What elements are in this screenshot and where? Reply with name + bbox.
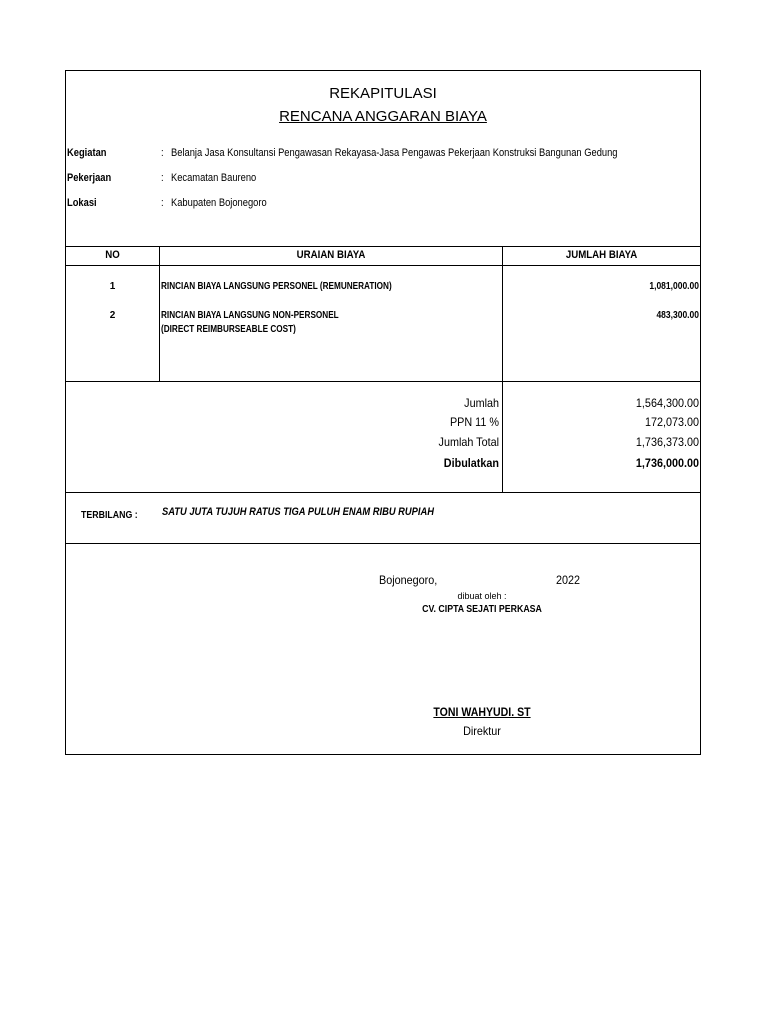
made-by-label: dibuat oleh :: [457, 591, 507, 601]
table-row-2-description-line2: (DIRECT REIMBURSEABLE COST): [161, 324, 296, 335]
table-row-1-description: RINCIAN BIAYA LANGSUNG PERSONEL (REMUNERATION): [161, 281, 392, 292]
table-header-no: NO: [105, 249, 120, 261]
terbilang-bottom-border: [66, 543, 700, 544]
column-divider: [502, 246, 503, 492]
table-header-border: [66, 265, 700, 266]
info-separator: :: [161, 172, 164, 184]
document-subtitle: RENCANA ANGGARAN BIAYA: [279, 108, 487, 125]
table-header-description: URAIAN BIAYA: [296, 249, 366, 261]
budget-recap-sheet: [65, 70, 701, 755]
info-separator: :: [161, 147, 164, 159]
table-row-2-no: 2: [109, 310, 116, 321]
column-divider: [159, 246, 160, 381]
table-row-2-amount: 483,300.00: [656, 310, 699, 321]
summary-ppn-label: PPN 11 %: [449, 415, 499, 429]
company-name: CV. CIPTA SEJATI PERKASA: [422, 604, 542, 615]
table-bottom-border: [66, 381, 700, 382]
info-value-pekerjaan: Kecamatan Baureno: [171, 172, 257, 184]
summary-rounded-label: Dibulatkan: [443, 456, 499, 470]
info-separator: :: [161, 197, 164, 209]
terbilang-label: TERBILANG :: [81, 510, 138, 521]
summary-jumlah-value: 1,564,300.00: [635, 396, 699, 410]
info-label-lokasi: Lokasi: [67, 197, 97, 209]
info-label-pekerjaan: Pekerjaan: [67, 172, 112, 184]
info-label-kegiatan: Kegiatan: [67, 147, 107, 159]
summary-rounded-value: 1,736,000.00: [635, 456, 699, 470]
summary-total-label: Jumlah Total: [438, 435, 499, 449]
info-value-lokasi: Kabupaten Bojonegoro: [171, 197, 267, 209]
summary-total-value: 1,736,373.00: [635, 435, 699, 449]
signatory-position: Direktur: [463, 724, 501, 738]
signature-place: Bojonegoro,: [379, 573, 438, 587]
signatory-name: TONI WAHYUDI. ST: [433, 705, 531, 719]
summary-jumlah-label: Jumlah: [464, 396, 499, 410]
table-header-amount: JUMLAH BIAYA: [565, 249, 638, 261]
table-row-1-no: 1: [109, 281, 116, 292]
summary-bottom-border: [66, 492, 700, 493]
table-row-1-amount: 1,081,000.00: [649, 281, 699, 292]
terbilang-value: SATU JUTA TUJUH RATUS TIGA PULUH ENAM RIBU RUPIAH: [162, 506, 435, 518]
info-value-kegiatan: Belanja Jasa Konsultansi Pengawasan Rekayasa-Jasa Pengawas Pekerjaan Konstruksi Bangunan Gedung: [171, 147, 618, 159]
document-title: REKAPITULASI: [329, 85, 437, 102]
table-row-2-description: RINCIAN BIAYA LANGSUNG NON-PERSONEL: [161, 310, 339, 321]
signature-year: 2022: [556, 573, 581, 587]
summary-ppn-value: 172,073.00: [644, 415, 699, 429]
table-top-border: [66, 246, 700, 247]
